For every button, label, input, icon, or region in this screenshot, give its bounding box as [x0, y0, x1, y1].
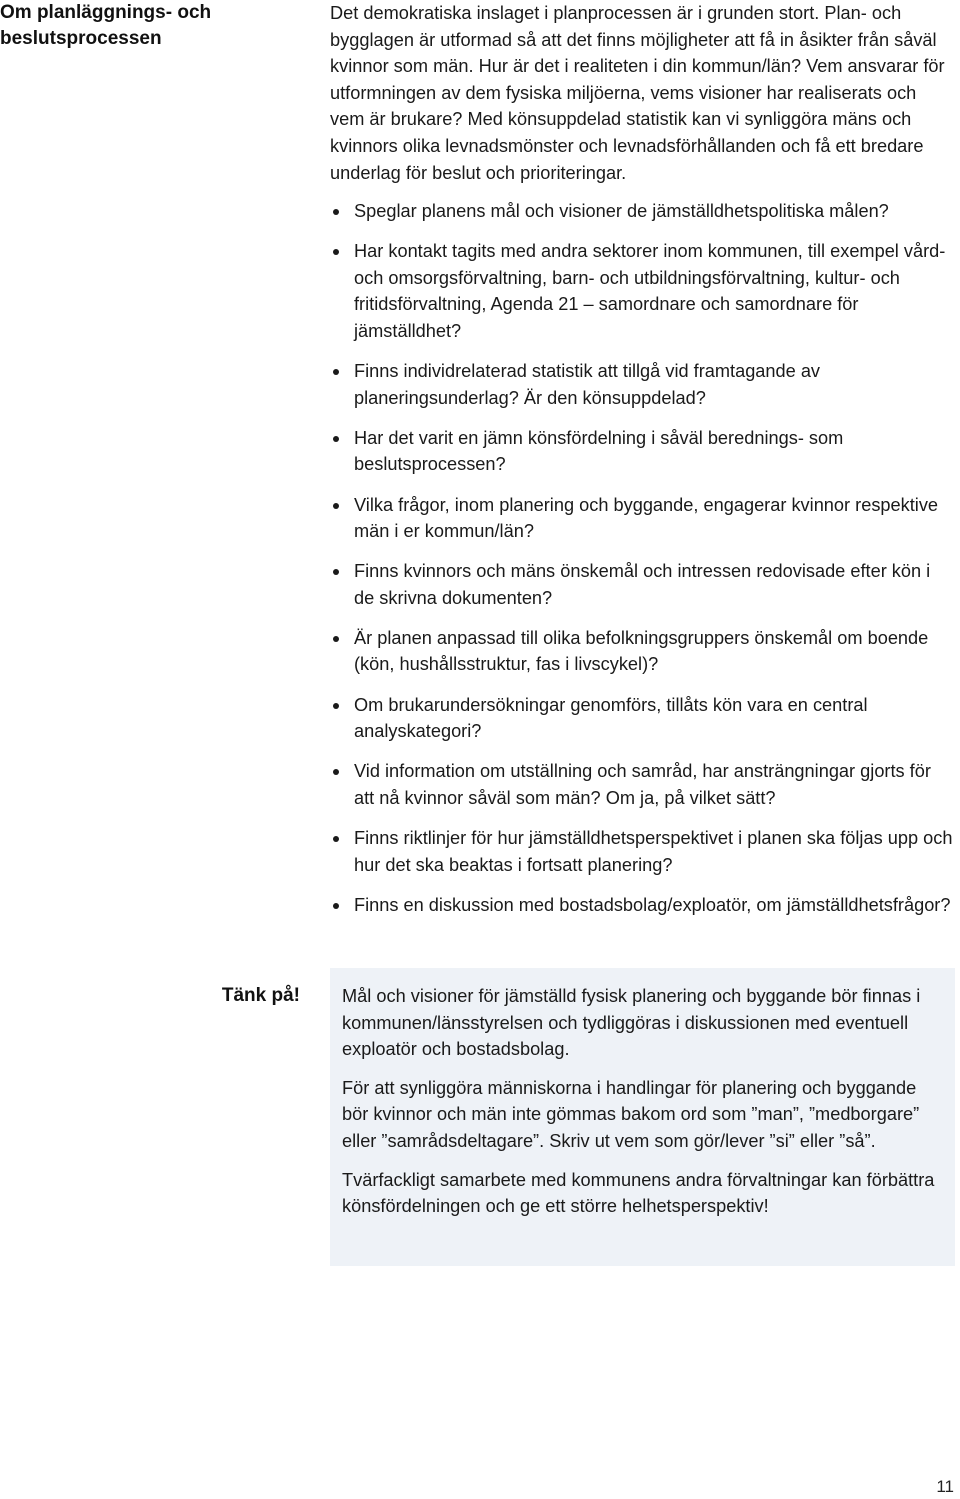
bullet-icon	[333, 703, 339, 709]
bullet-icon	[333, 369, 339, 375]
bullet-icon	[333, 249, 339, 255]
bullet-icon	[333, 636, 339, 642]
question-list	[330, 198, 955, 918]
bullet-icon	[333, 503, 339, 509]
list-item: Vid information om utställning och samråd, har ansträngningar gjorts för att nå kvinnor såväl som män? Om ja, på vilket sätt?	[330, 758, 955, 811]
list-item: Finns en diskussion med bostadsbolag/exploatör, om jämställdhetsfrågor?	[330, 892, 955, 919]
tip-paragraph: Tvärfackligt samarbete med kommunens andra förvaltningar kan förbättra könsfördelningen och ge ett större helhetsperspektiv!	[342, 1169, 935, 1217]
bullet-icon	[333, 209, 339, 215]
bullet-icon	[333, 769, 339, 775]
tip-label: Tänk på!	[221, 985, 300, 1006]
tip-paragraph: För att synliggöra människorna i handlingar för planering och byggande bör kvinnor och män inte gömmas bakom ord som ”man”, ”medborgare” eller ”samrådsdeltagare”. Skriv ut vem som gör/lever ”si” eller ”så”.	[342, 1077, 920, 1151]
list-item: Om brukarundersökningar genomförs, tillåts kön vara en central analyskategori?	[330, 692, 955, 745]
list-item: Är planen anpassad till olika befolkningsgruppers önskemål om boende (kön, hushållsstruktur, fas i livscykel)?	[330, 625, 955, 678]
intro-paragraph: Det demokratiska inslaget i planprocessen är i grunden stort. Plan- och bygglagen är utformad så att det finns möjligheter att få in åsikter från såväl kvinnor som män. Hur är det i realiteten i din kommun/län? Vem ansvarar för utformningen av dem fysiska miljöerna, vems visioner har realiserats och vem är brukare? Med könsuppdelad statistik kan vi synliggöra mäns och kvinnors olika levnadsmönster och levnadsförhållanden och få ett bredare underlag för beslut och prioriteringar.	[330, 3, 945, 183]
section-heading: Om planläggnings- och beslutsprocessen	[0, 2, 212, 49]
page-number: 11	[936, 1477, 954, 1496]
list-item: Finns riktlinjer för hur jämställdhetsperspektivet i planen ska följas upp och hur det ska beaktas i fortsatt planering?	[330, 825, 955, 878]
list-item: Speglar planens mål och visioner de jämställdhetspolitiska målen?	[330, 198, 955, 225]
bullet-icon	[333, 836, 339, 842]
bullet-icon	[333, 569, 339, 575]
list-item: Vilka frågor, inom planering och byggande, engagerar kvinnor respektive män i er kommun/län?	[330, 492, 955, 545]
list-item: Har det varit en jämn könsfördelning i såväl berednings- som beslutsprocessen?	[330, 425, 955, 478]
bullet-icon	[333, 903, 339, 909]
list-item: Finns individrelaterad statistik att tillgå vid framtagande av planeringsunderlag? Är den könsuppdelad?	[330, 358, 955, 411]
main-content	[330, 0, 955, 932]
bullet-icon	[333, 436, 339, 442]
tip-box	[330, 968, 955, 1266]
list-item: Finns kvinnors och mäns önskemål och intressen redovisade efter kön i de skrivna dokumenten?	[330, 558, 955, 611]
tip-paragraph: Mål och visioner för jämställd fysisk planering och byggande bör finnas i kommunen/länsstyrelsen och tydliggöras i diskussionen med eventuell exploatör och bostadsbolag.	[342, 986, 921, 1060]
list-item: Har kontakt tagits med andra sektorer inom kommunen, till exempel vård- och omsorgsförvaltning, barn- och utbildningsförvaltning, kultur- och fritidsförvaltning, Agenda 21 – samordnare och samordnare för jämställdhet?	[330, 238, 955, 344]
